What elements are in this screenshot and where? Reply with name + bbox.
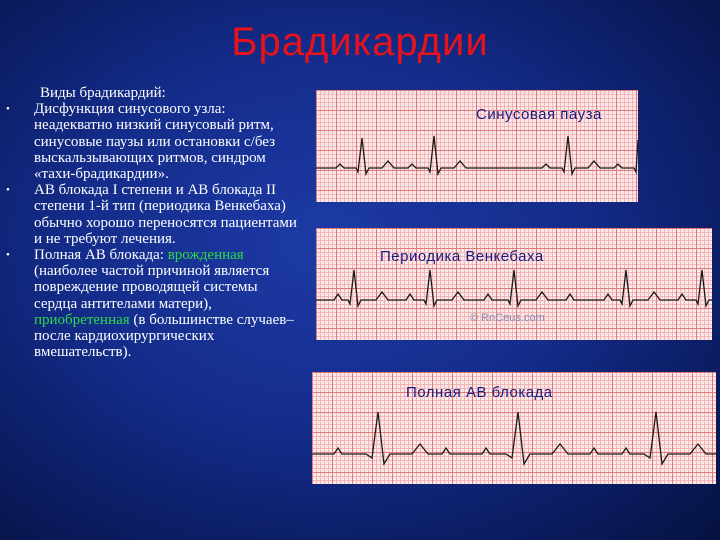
ecg-watermark: © RnCeus.com [470,312,545,324]
highlight-congenital: врожденная [167,247,244,264]
bullet-text-3b: (наиболее частой причиной является повреждение проводящей системы сердца антителами матери), [34,263,270,312]
bullet-item-2 [4,182,304,247]
bullet-dot-icon: • [6,103,10,116]
ecg-label-complete-av-block: Полная АВ блокада [406,384,553,401]
ecg-label-wenckebach: Периодика Венкебаха [380,248,544,265]
intro-text: Виды брадикардий: [40,85,166,101]
ecg-strip-wenckebach [316,228,712,340]
bullet-text-1: Дисфункция синусового узла: неадекватно низкий синусовый ритм, синусовые паузы или остановки с/без выскальзывающих ритмов, синдром «тахи-брадикардии». [34,101,276,183]
bullet-dot-icon: • [6,249,10,262]
bullet-dot-icon: • [6,184,10,197]
ecg-label-sinus-pause: Синусовая пауза [476,106,602,123]
text-block [4,85,304,360]
ecg-strip-sinus-pause [316,90,638,202]
bullet-3-continuation [4,312,304,361]
bullet-text-2: АВ блокада I степени и АВ блокада II степени 1-й тип (периодика Венкебаха) обычно хорошо переносятся пациентами и не требуют лечения. [34,182,297,247]
slide-title: Брадикардии [231,20,489,64]
bullet-item-1 [4,101,304,182]
bullet-text-3c: (в большинстве случаев– после кардиохирургических вмешательств). [34,311,294,361]
highlight-acquired: приобретенная [34,311,130,328]
bullet-item-3 [4,247,304,312]
ecg-strip-complete-av-block [312,372,716,484]
bullet-text-3a: Полная АВ блокада: [34,247,168,264]
